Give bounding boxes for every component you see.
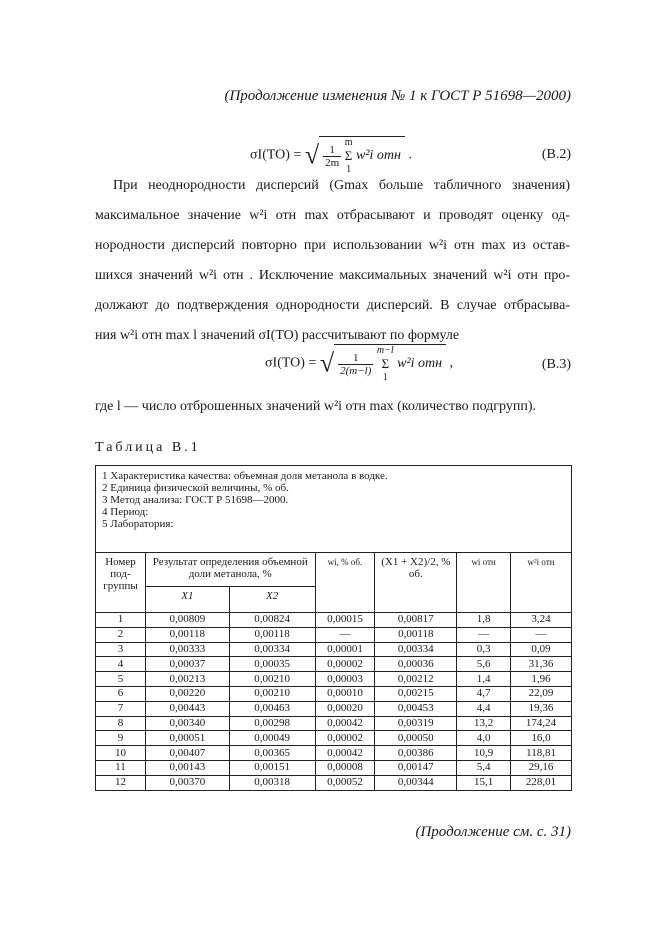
table-info-block <box>96 466 572 553</box>
table-cell: 5,6 <box>457 657 511 672</box>
table-cell: 0,00049 <box>229 731 315 746</box>
table-cell: 29,16 <box>511 760 572 775</box>
table-cell: 0,00001 <box>315 642 375 657</box>
table-cell: 0,00015 <box>315 613 375 628</box>
table-cell: 0,00002 <box>315 731 375 746</box>
table-cell: 13,2 <box>457 716 511 731</box>
formula-b3: σI(TO) = √ $\frac{1}{2(m-l)}$ m−l Σ 1 w²i отн , <box>265 345 454 383</box>
paragraph-line: При неоднородности дисперсий (Gmax больше табличного значения) <box>113 178 570 193</box>
table-row <box>96 701 572 716</box>
formula-b3-radicand <box>334 344 446 383</box>
table-cell: 0,00817 <box>375 613 457 628</box>
table-cell: 0,00143 <box>145 760 229 775</box>
table-cell: 4,0 <box>457 731 511 746</box>
table-cell: 0,00051 <box>145 731 229 746</box>
header-mean: (X1 + X2)/2, % об. <box>375 553 457 613</box>
formula-b3-sum: m−l Σ 1 <box>376 345 394 383</box>
header-w-rel: wi отн <box>457 553 511 613</box>
table-cell: 0,00042 <box>315 716 375 731</box>
table-cell: — <box>315 627 375 642</box>
table-cell: 0,00453 <box>375 701 457 716</box>
formula-b2-sum: m Σ 1 <box>344 137 353 175</box>
equation-number-b2: (B.2) <box>541 147 571 162</box>
info-line: 2 Единица физической величины, % об. <box>102 482 289 494</box>
sum-sign: Σ <box>344 148 353 163</box>
table-cell: 7 <box>96 701 146 716</box>
table-cell: 12 <box>96 775 146 790</box>
table-cell: 31,36 <box>511 657 572 672</box>
radical-sign: √ <box>304 140 320 170</box>
table-cell: 0,00220 <box>145 686 229 701</box>
table-cell: 0,00213 <box>145 672 229 687</box>
table-cell: 0,00020 <box>315 701 375 716</box>
table-row <box>96 716 572 731</box>
table-cell: 19,36 <box>511 701 572 716</box>
sum-sign: Σ <box>381 356 390 371</box>
table-cell: 0,00212 <box>375 672 457 687</box>
header-x2: X2 <box>229 587 315 613</box>
table-cell: 0,00002 <box>315 657 375 672</box>
table-row <box>96 627 572 642</box>
table-cell: 0,00298 <box>229 716 315 731</box>
table-cell: 3,24 <box>511 613 572 628</box>
table-cell: 16,0 <box>511 731 572 746</box>
table-row <box>96 746 572 761</box>
table-cell: 0,00386 <box>375 746 457 761</box>
formula-b2-radicand <box>319 136 405 175</box>
table-cell: 4,7 <box>457 686 511 701</box>
paragraph-line: шихся значений w²i отн . Исключение максимальных значений w²i отн про- <box>95 268 570 283</box>
table-cell: 0,00003 <box>315 672 375 687</box>
table-title: Таблица В.1 <box>95 440 201 455</box>
info-line: 5 Лаборатория: <box>102 518 174 530</box>
table-cell: 0,09 <box>511 642 572 657</box>
table-cell: — <box>457 627 511 642</box>
table-cell: 11 <box>96 760 146 775</box>
header-x1: X1 <box>145 587 229 613</box>
table-cell: 6 <box>96 686 146 701</box>
paragraph-line: максимальное значение w²i отн max отбрасывают и проводят оценку од- <box>95 208 570 223</box>
table-cell: 174,24 <box>511 716 572 731</box>
table-cell: 5,4 <box>457 760 511 775</box>
equation-number-b3: (B.3) <box>541 357 571 372</box>
table-cell: 22,09 <box>511 686 572 701</box>
paragraph-line: ния w²i отн max l значений σI(TO) рассчитывают по формуле <box>95 328 460 343</box>
table-cell: 1 <box>96 613 146 628</box>
paragraph-dispersion <box>95 171 570 351</box>
table-row <box>96 672 572 687</box>
table-cell: 0,00052 <box>315 775 375 790</box>
table-cell: 1,4 <box>457 672 511 687</box>
table-cell: 0,00809 <box>145 613 229 628</box>
formula-b3-lhs: σI(TO) = <box>265 355 317 371</box>
paragraph-line: должают до подтверждения однородности дисперсий. В случае отбрасыва- <box>95 298 570 313</box>
table-row <box>96 775 572 790</box>
table-cell: — <box>511 627 572 642</box>
table-cell: 0,00344 <box>375 775 457 790</box>
table-row <box>96 613 572 628</box>
table-row <box>96 642 572 657</box>
table-row <box>96 760 572 775</box>
table-cell: 1,8 <box>457 613 511 628</box>
formula-b2: σI(TO) = √ $\frac{1}{2m}$ m Σ 1 w²i отн . <box>250 137 412 175</box>
paragraph-line: нородности дисперсий повторно при использовании w²i отн max из остав- <box>95 238 570 253</box>
table-row <box>96 731 572 746</box>
table-row <box>96 657 572 672</box>
table-cell: 2 <box>96 627 146 642</box>
radical-sign: √ <box>319 348 335 378</box>
table-cell: 1,96 <box>511 672 572 687</box>
formula-b2-fraction: $\frac{1}{2m}$ <box>325 143 340 169</box>
table-cell: 0,00118 <box>145 627 229 642</box>
table-cell: 0,00824 <box>229 613 315 628</box>
table-cell: 0,00334 <box>229 642 315 657</box>
table-cell: 0,00008 <box>315 760 375 775</box>
table-cell: 0,00407 <box>145 746 229 761</box>
table-cell: 0,00318 <box>229 775 315 790</box>
table-cell: 0,00118 <box>375 627 457 642</box>
header-w-rel-sq: w²i отн <box>511 553 572 613</box>
table-cell: 0,00443 <box>145 701 229 716</box>
page-footer: (Продолжение см. с. 31) <box>415 824 571 840</box>
table-cell: 0,00036 <box>375 657 457 672</box>
table-cell: 0,00340 <box>145 716 229 731</box>
table-row <box>96 686 572 701</box>
table-cell: 0,00334 <box>375 642 457 657</box>
table-cell: 0,00035 <box>229 657 315 672</box>
formula-b3-term: w²i отн <box>397 356 443 372</box>
table-cell: 10 <box>96 746 146 761</box>
table-cell: 3 <box>96 642 146 657</box>
table-cell: 0,00215 <box>375 686 457 701</box>
table-cell: 0,00037 <box>145 657 229 672</box>
formula-b3-fraction: $\frac{1}{2(m-l)}$ <box>340 351 372 377</box>
table-cell: 0,00319 <box>375 716 457 731</box>
table-cell: 0,00365 <box>229 746 315 761</box>
data-table <box>95 465 572 791</box>
header-w: wi, % об. <box>315 553 375 613</box>
table-cell: 0,00151 <box>229 760 315 775</box>
table-cell: 0,00333 <box>145 642 229 657</box>
table-cell: 8 <box>96 716 146 731</box>
table-cell: 9 <box>96 731 146 746</box>
formula-b2-lhs: σI(TO) = <box>250 147 302 163</box>
table-cell: 5 <box>96 672 146 687</box>
info-line: 1 Характеристика качества: объемная доля метанола в водке. <box>102 470 388 482</box>
table-cell: 0,00050 <box>375 731 457 746</box>
info-line: 3 Метод анализа: ГОСТ Р 51698—2000. <box>102 494 289 506</box>
formula-b2-term: w²i отн <box>355 148 401 164</box>
table-cell: 0,00042 <box>315 746 375 761</box>
info-line: 4 Период: <box>102 506 149 518</box>
table-cell: 0,00118 <box>229 627 315 642</box>
table-cell: 0,00010 <box>315 686 375 701</box>
table-cell: 4 <box>96 657 146 672</box>
table-cell: 0,3 <box>457 642 511 657</box>
table-cell: 0,00147 <box>375 760 457 775</box>
table-cell: 0,00210 <box>229 686 315 701</box>
paragraph-line: где l — число отброшенных значений w²i отн max (количество подгрупп). <box>95 399 536 414</box>
table-cell: 0,00210 <box>229 672 315 687</box>
page-header: (Продолжение изменения № 1 к ГОСТ Р 51698—2000) <box>224 88 571 104</box>
paragraph-where <box>95 392 570 422</box>
table-body <box>96 613 572 791</box>
header-group-no: Номер под-группы <box>96 553 146 613</box>
table-cell: 0,00370 <box>145 775 229 790</box>
table-cell: 0,00463 <box>229 701 315 716</box>
header-result: Результат определения объемной доли метанола, % <box>145 553 315 587</box>
table-cell: 15,1 <box>457 775 511 790</box>
table-cell: 228,01 <box>511 775 572 790</box>
table-cell: 118,81 <box>511 746 572 761</box>
table-cell: 10,9 <box>457 746 511 761</box>
table-cell: 4,4 <box>457 701 511 716</box>
